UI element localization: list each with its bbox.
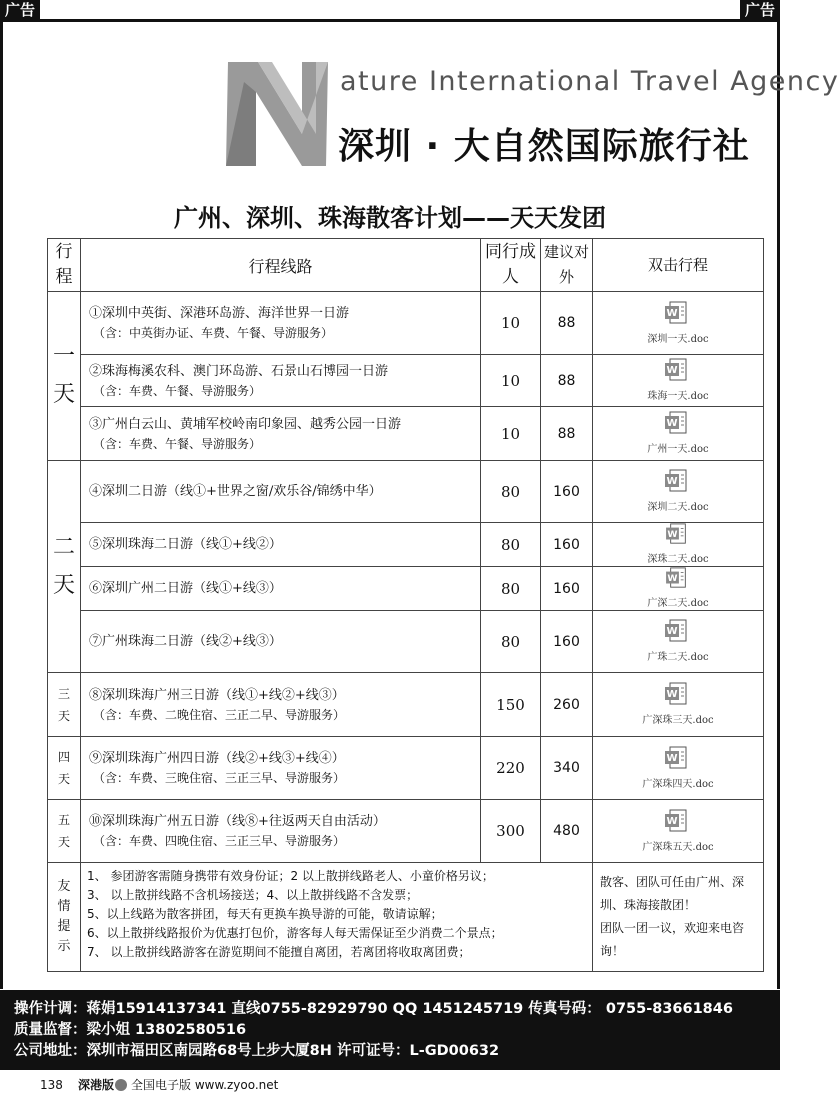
header-day: 行程: [48, 239, 81, 292]
contact-note: [593, 863, 764, 972]
doc-cell: [593, 737, 764, 800]
suggested-price: 88: [541, 292, 593, 355]
doc-link[interactable]: [647, 301, 708, 346]
peer-price: 150: [481, 673, 541, 737]
doc-cell: [593, 292, 764, 355]
svg-text:W: W: [666, 752, 678, 764]
doc-cell: [593, 800, 764, 863]
route-name: ②珠海梅溪农科、澳门环岛游、石景山石博园一日游: [89, 363, 389, 379]
table-row: [48, 800, 764, 863]
doc-filename: 深圳二天.doc: [647, 502, 709, 513]
doc-cell: [593, 673, 764, 737]
route-cell: [81, 673, 481, 737]
tips-list: [81, 863, 593, 972]
word-doc-icon: [664, 523, 692, 545]
frame-left: [0, 19, 3, 989]
day-group-5: 五天: [48, 800, 81, 863]
route-cell: [81, 800, 481, 863]
ad-label-right: 广告: [740, 0, 780, 20]
word-doc-icon: [664, 411, 692, 435]
peer-price: 10: [481, 407, 541, 461]
table-row: [48, 407, 764, 461]
svg-text:W: W: [666, 365, 678, 376]
suggested-price: 160: [541, 523, 593, 567]
peer-price: 80: [481, 523, 541, 567]
route-cell: [81, 737, 481, 800]
table-row: [48, 567, 764, 611]
table-row: [48, 737, 764, 800]
svg-text:W: W: [666, 418, 678, 429]
doc-cell: [593, 567, 764, 611]
contact-line: 团队一团一议，欢迎来电咨询！: [600, 921, 745, 958]
doc-link[interactable]: [642, 682, 713, 727]
day-group-4: 四天: [48, 737, 81, 800]
footer-quality: 质量监督：梁小姐 13802580516: [14, 1022, 247, 1038]
doc-filename: 深圳一天.doc: [647, 333, 709, 345]
header-suggested-price: 建议对外: [541, 239, 593, 292]
peer-price: 220: [481, 737, 541, 800]
day-group-2: 二天: [48, 461, 81, 673]
doc-cell: [593, 461, 764, 523]
footer-operator: 操作计调：蒋娟15914137341 直线0755-82929790 QQ 1451245719 传真号码： 0755-83661846: [14, 1001, 733, 1017]
suggested-price: 260: [541, 673, 593, 737]
table-header-row: [48, 239, 764, 292]
doc-filename: 广深珠五天.doc: [642, 841, 714, 853]
svg-text:W: W: [666, 476, 678, 487]
word-doc-icon: [664, 358, 692, 382]
table-row: [48, 673, 764, 737]
peer-price: 80: [481, 461, 541, 523]
header-peer-price: 同行成人: [481, 239, 541, 292]
suggested-price: 160: [541, 461, 593, 523]
route-cell: [81, 523, 481, 567]
doc-filename: 广珠二天.doc: [647, 652, 709, 663]
peer-price: 10: [481, 292, 541, 355]
doc-cell: [593, 523, 764, 567]
doc-link[interactable]: [642, 746, 713, 791]
doc-cell: [593, 611, 764, 673]
itinerary-table: [47, 238, 764, 972]
tip-item: 6、以上散拼线路报价为优惠打包价，游客每人每天需保证至少消费二个景点；: [87, 926, 503, 940]
route-name: ⑨深圳珠海广州四日游（线②+线③+线④）: [89, 751, 345, 766]
tip-item: 3、 以上散拼线路不含机场接送；4、以上散拼线路不含发票；: [87, 888, 419, 902]
peer-price: 300: [481, 800, 541, 863]
edition-label: 深港版: [78, 1078, 115, 1092]
route-name: ⑩深圳珠海广州五日游（线⑧+往返两天自由活动）: [89, 814, 386, 829]
word-doc-icon: [664, 567, 692, 589]
logo-english-name: ature International Travel Agency: [340, 66, 839, 97]
footer-address: 公司地址：深圳市福田区南园路68号上步大厦8H 许可证号：L-GD00632: [14, 1043, 500, 1059]
svg-text:W: W: [667, 528, 678, 540]
route-cell: [81, 355, 481, 407]
word-doc-icon: [664, 301, 692, 325]
doc-cell: [593, 407, 764, 461]
doc-link[interactable]: [642, 809, 713, 854]
svg-text:W: W: [666, 815, 678, 827]
website-label: 全国电子版 www.zyoo.net: [131, 1078, 279, 1092]
table-row: [48, 523, 764, 567]
contact-line: 散客、团队可任由广州、深圳、珠海接散团！: [600, 875, 745, 912]
svg-text:W: W: [666, 689, 678, 700]
tip-item: 7、 以上散拼线路游客在游览期间不能擅自离团，若离团将收取离团费；: [87, 945, 471, 959]
word-doc-icon: [664, 619, 692, 643]
edition-logo-icon: [115, 1079, 127, 1091]
ad-label-left: 广告: [0, 0, 40, 20]
word-doc-icon: [664, 682, 692, 706]
doc-link[interactable]: [647, 523, 708, 566]
doc-filename: 广深珠四天.doc: [642, 778, 714, 790]
route-name: ①深圳中英街、深港环岛游、海洋世界一日游: [89, 306, 350, 321]
route-name: ⑥深圳广州二日游（线①+线③）: [89, 580, 282, 596]
suggested-price: 340: [541, 737, 593, 800]
doc-cell: [593, 355, 764, 407]
day-group-1: 一天: [48, 292, 81, 461]
route-name: ④深圳二日游（线①+世界之窗/欢乐谷/锦绣中华）: [89, 483, 382, 499]
route-name: ⑧深圳珠海广州三日游（线①+线②+线③）: [89, 687, 345, 703]
doc-filename: 广深珠三天.doc: [642, 715, 714, 726]
suggested-price: 160: [541, 567, 593, 611]
doc-link[interactable]: [647, 567, 708, 610]
svg-text:W: W: [667, 572, 678, 584]
route-name: ⑦广州珠海二日游（线②+线③）: [89, 633, 282, 649]
bottom-info: [0, 1070, 780, 1100]
logo-chinese-name: 深圳 · 大自然国际旅行社: [338, 126, 750, 167]
route-cell: [81, 461, 481, 523]
suggested-price: 160: [541, 611, 593, 673]
route-note: （含：车费、午餐、导游服务）: [93, 383, 262, 398]
tips-label: 友情提示: [48, 863, 81, 972]
route-note: （含：中英街办证、车费、午餐、导游服务）: [93, 326, 334, 340]
top-rule: [0, 19, 780, 22]
tip-item: 1、 参团游客需随身携带有效身份证；2 以上散拼线路老人、小童价格另议；: [87, 869, 494, 883]
frame-right: [777, 19, 780, 989]
doc-link[interactable]: [647, 619, 708, 664]
svg-text:W: W: [666, 626, 678, 637]
logo-n-mark: [222, 60, 332, 168]
route-cell: [81, 407, 481, 461]
day-group-3: 三天: [48, 673, 81, 737]
route-note: （含：车费、四晚住宿、三正三早、导游服务）: [93, 834, 346, 848]
route-cell: [81, 567, 481, 611]
page-title: 广州、深圳、珠海散客计划——天天发团: [174, 204, 606, 232]
tip-item: 5、以上线路为散客拼团，每天有更换车换导游的可能，敬请谅解；: [87, 907, 443, 921]
word-doc-icon: [664, 469, 692, 493]
peer-price: 10: [481, 355, 541, 407]
route-cell: [81, 292, 481, 355]
table-row: [48, 461, 764, 523]
peer-price: 80: [481, 611, 541, 673]
page-number: 138: [40, 1078, 63, 1092]
doc-link[interactable]: [647, 469, 708, 514]
route-name: ⑤深圳珠海二日游（线①+线②）: [89, 536, 282, 552]
header-route: 行程线路: [81, 239, 481, 292]
route-name: ③广州白云山、黄埔军校岭南印象园、越秀公园一日游: [89, 416, 402, 432]
doc-filename: 广深二天.doc: [647, 598, 709, 609]
doc-filename: 珠海一天.doc: [647, 391, 709, 402]
svg-text:W: W: [666, 307, 678, 319]
suggested-price: 480: [541, 800, 593, 863]
doc-filename: 广州一天.doc: [647, 444, 709, 455]
tips-row: [48, 863, 764, 972]
table-row: [48, 611, 764, 673]
table-row: [48, 292, 764, 355]
table-row: [48, 355, 764, 407]
route-cell: [81, 611, 481, 673]
route-note: （含：车费、三晚住宿、三正三早、导游服务）: [93, 771, 346, 785]
word-doc-icon: [664, 809, 692, 833]
peer-price: 80: [481, 567, 541, 611]
route-note: （含：车费、二晚住宿、三正二早、导游服务）: [93, 707, 346, 722]
suggested-price: 88: [541, 355, 593, 407]
doc-link[interactable]: [647, 358, 708, 403]
route-note: （含：车费、午餐、导游服务）: [93, 436, 262, 451]
suggested-price: 88: [541, 407, 593, 461]
doc-filename: 深珠二天.doc: [647, 554, 709, 565]
footer-contact-bar: [0, 990, 780, 1070]
doc-link[interactable]: [647, 411, 708, 456]
word-doc-icon: [664, 746, 692, 770]
header-doc: 双击行程: [593, 239, 764, 292]
